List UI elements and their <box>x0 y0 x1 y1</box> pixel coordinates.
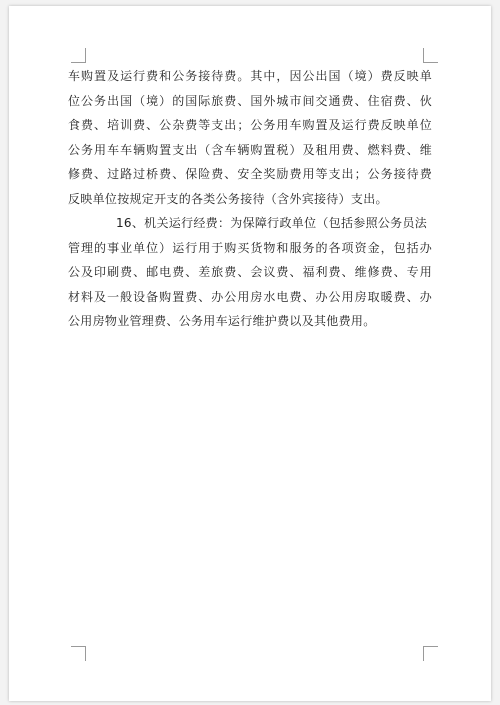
paragraph-public-expenses <box>68 64 432 211</box>
text-line: 公及印刷费、邮电费、差旅费、会议费、福利费、维修费、专用 <box>68 265 432 279</box>
margin-mark-bottom-right <box>423 646 438 661</box>
text-line: 反映单位按规定开支的各类公务接待（含外宾接待）支出。 <box>68 191 388 206</box>
text-line: 管理的事业单位）运行用于购买货物和服务的各项资金，包括办 <box>68 240 432 255</box>
margin-mark-bottom-left <box>71 646 86 661</box>
text-line: 材料及一般设备购置费、办公用房水电费、办公用房取暖费、办 <box>68 289 432 304</box>
document-body <box>68 64 432 334</box>
text-line: 16、机关运行经费：为保障行政单位（包括参照公务员法 <box>116 216 428 230</box>
margin-mark-top-right <box>423 48 438 63</box>
text-line: 位公务出国（境）的国际旅费、国外城市间交通费、住宿费、伙 <box>68 93 432 108</box>
margin-mark-top-left <box>71 48 86 63</box>
text-line: 公用房物业管理费、公务用车运行维护费以及其他费用。 <box>68 314 376 328</box>
text-line: 修费、过路过桥费、保险费、安全奖励费用等支出；公务接待费 <box>68 167 432 181</box>
text-line: 食费、培训费、公杂费等支出；公务用车购置及运行费反映单位 <box>68 118 432 132</box>
text-line: 车购置及运行费和公务接待费。其中，因公出国（境）费反映单 <box>68 69 432 83</box>
paragraph-operating-expenses <box>68 211 432 334</box>
text-line: 公务用车车辆购置支出（含车辆购置税）及租用费、燃料费、维 <box>68 142 432 157</box>
